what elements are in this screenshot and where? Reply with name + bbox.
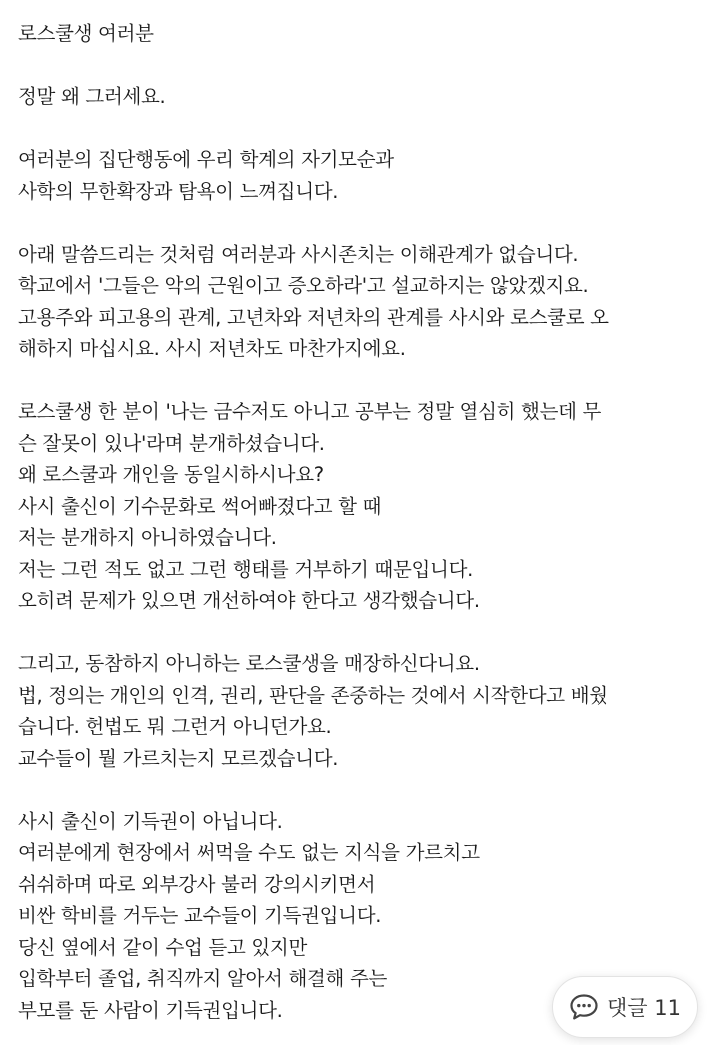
post-text-line: 슨 잘못이 있나'라며 분개하셨습니다. bbox=[18, 431, 325, 455]
post-text-line: 학교에서 '그들은 악의 근원이고 증오하라'고 설교하지는 않았겠지요. bbox=[18, 274, 589, 297]
post-text-line: 해하지 마십시요. 사시 저년차도 마찬가지에요. bbox=[18, 337, 406, 360]
blank-line bbox=[18, 50, 708, 82]
post-text-line: 고용주와 피고용의 관계, 고년차와 저년차의 관계를 사시와 로스쿨로 오 bbox=[18, 305, 609, 329]
comment-count-label: 댓글 11 bbox=[607, 996, 681, 1020]
post-body bbox=[18, 18, 708, 1026]
post-text-line: 아래 말씀드리는 것처럼 여러분과 사시존치는 이해관계가 없습니다. bbox=[18, 242, 579, 266]
blank-line bbox=[18, 207, 708, 239]
post-text-line: 여러분의 집단행동에 우리 학계의 자기모순과 bbox=[18, 148, 394, 171]
post-text-line: 습니다. 헌법도 뭐 그런거 아니던가요. bbox=[18, 715, 332, 738]
comment-button[interactable] bbox=[552, 976, 698, 1038]
blank-line bbox=[18, 365, 708, 397]
post-text-line: 로스쿨생 한 분이 '나는 금수저도 아니고 공부는 정말 열심히 했는데 무 bbox=[18, 400, 602, 423]
post-text-line: 부모를 둔 사람이 기득권입니다. bbox=[18, 998, 283, 1022]
post-text-line: 여러분에게 현장에서 써먹을 수도 없는 지식을 가르치고 bbox=[18, 841, 480, 864]
post-text-line: 저는 분개하지 아니하였습니다. bbox=[18, 526, 277, 549]
post-text-line: 저는 그런 적도 없고 그런 행태를 거부하기 때문입니다. bbox=[18, 557, 474, 581]
post-text-line: 오히려 문제가 있으면 개선하여야 한다고 생각했습니다. bbox=[18, 589, 480, 612]
post-text-line: 쉬쉬하며 따로 외부강사 불러 강의시키면서 bbox=[18, 872, 376, 896]
post-text-line: 그리고, 동참하지 아니하는 로스쿨생을 매장하신다니요. bbox=[18, 652, 480, 675]
post-text-line: 사학의 무한확장과 탐욕이 느껴집니다. bbox=[18, 179, 339, 203]
post-text-line: 정말 왜 그러세요. bbox=[18, 85, 166, 108]
post-text-line: 사시 출신이 기득권이 아닙니다. bbox=[18, 809, 283, 833]
blank-line bbox=[18, 774, 708, 806]
post-text-line: 왜 로스쿨과 개인을 동일시하시나요? bbox=[18, 463, 324, 486]
post-text-line: 당신 옆에서 같이 수업 듣고 있지만 bbox=[18, 935, 308, 959]
post-text-line: 비싼 학비를 거두는 교수들이 기득권입니다. bbox=[18, 904, 382, 927]
post-text-line: 입학부터 졸업, 취직까지 알아서 해결해 주는 bbox=[18, 967, 388, 990]
blank-line bbox=[18, 113, 708, 145]
post-text-line: 교수들이 뭘 가르치는지 모르겠습니다. bbox=[18, 746, 339, 770]
chat-bubble-icon bbox=[569, 993, 599, 1021]
post-text-line: 로스쿨생 여러분 bbox=[18, 22, 154, 45]
post-text-line: 사시 출신이 기수문화로 썩어빠졌다고 할 때 bbox=[18, 494, 382, 518]
post-text-line: 법, 정의는 개인의 인격, 권리, 판단을 존중하는 것에서 시작한다고 배웠 bbox=[18, 683, 608, 707]
blank-line bbox=[18, 617, 708, 649]
